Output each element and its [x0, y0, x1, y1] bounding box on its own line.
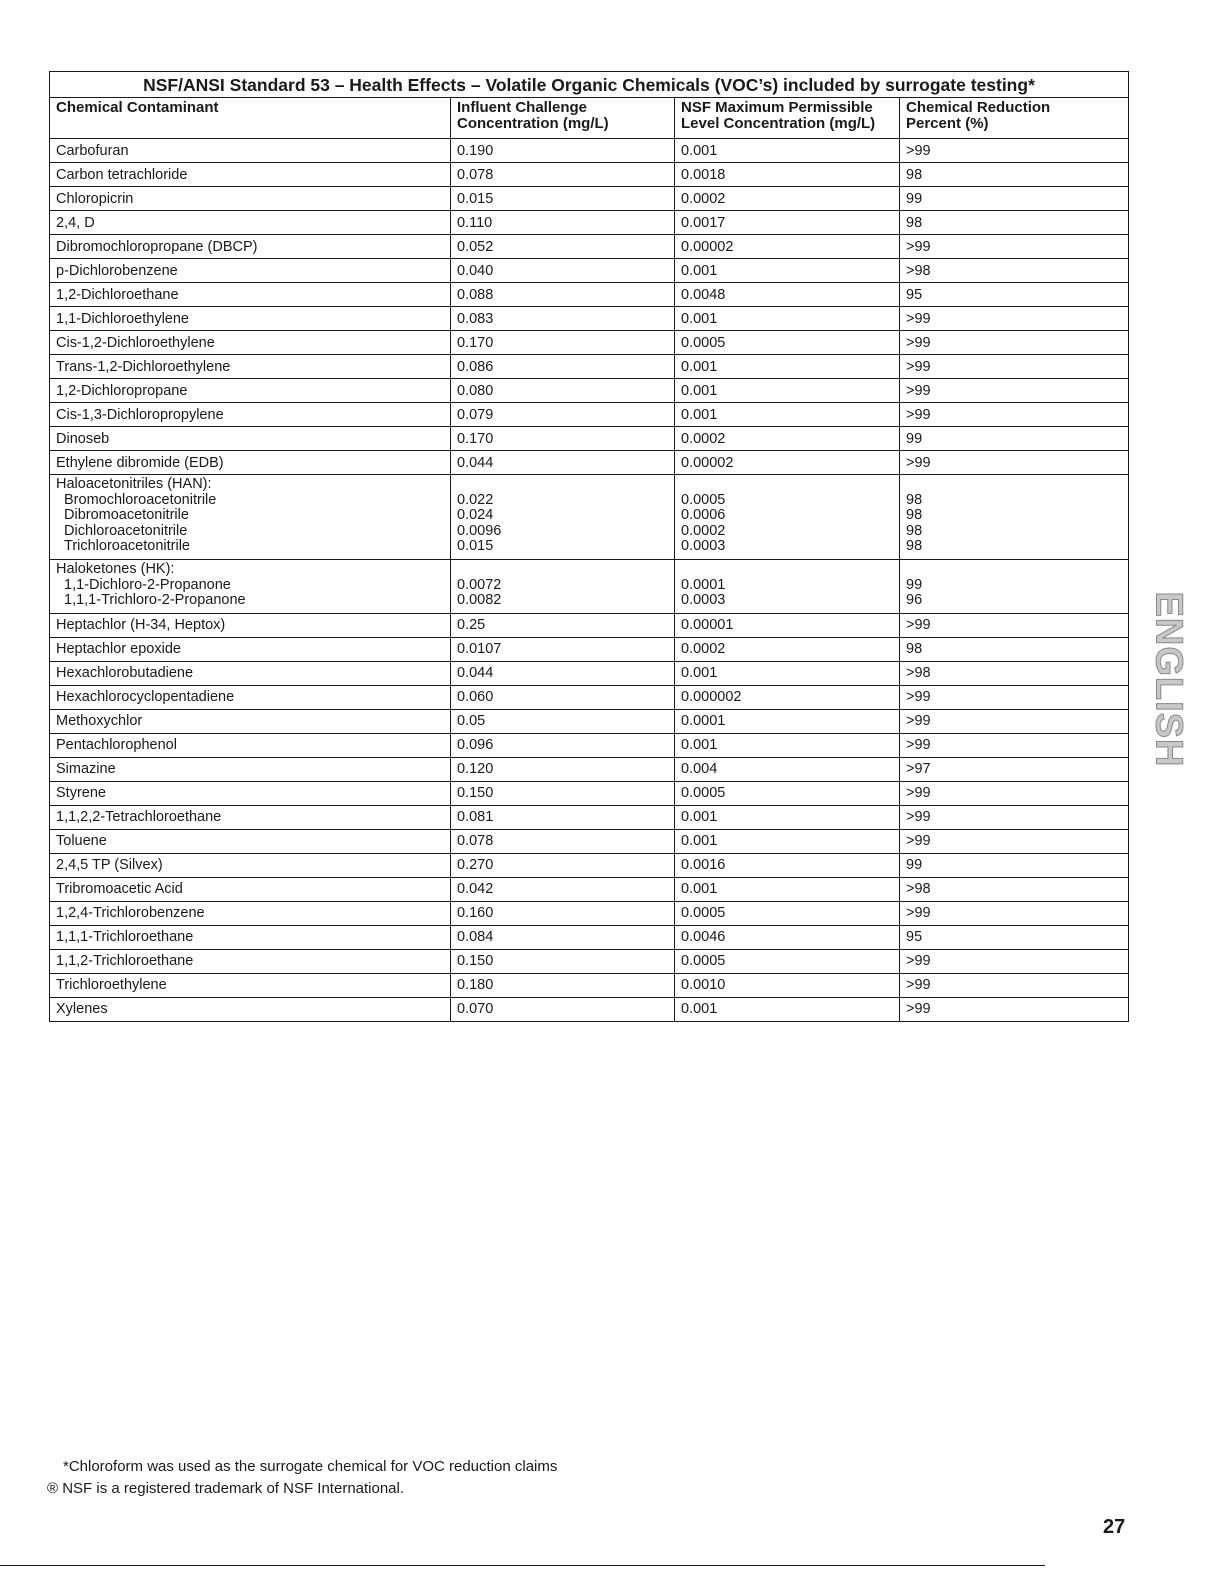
- sub-value: 0.0003: [681, 592, 726, 609]
- contaminant-cell: Xylenes: [50, 997, 451, 1021]
- sub-contaminant: Dibromoacetonitrile: [64, 507, 189, 524]
- table-row: [50, 757, 1129, 781]
- reduction-cell: >99: [900, 829, 1129, 853]
- influent-cell: 0.150: [451, 781, 675, 805]
- influent-cell: 0.015: [451, 187, 675, 211]
- max-level-cell: 0.0002: [675, 427, 900, 451]
- influent-cell: [451, 475, 675, 560]
- max-level-cell: 0.00001: [675, 613, 900, 637]
- table-row-group: [50, 559, 1129, 613]
- table-row: [50, 139, 1129, 163]
- blank-line: [906, 562, 1122, 578]
- column-header-line: Level Concentration (mg/L): [681, 114, 876, 132]
- contaminant-cell: Dinoseb: [50, 427, 451, 451]
- table-row: [50, 709, 1129, 733]
- sub-value: 0.0005: [681, 491, 726, 508]
- reduction-cell: >99: [900, 973, 1129, 997]
- sub-value: 0.015: [457, 538, 494, 555]
- contaminant-cell: Heptachlor epoxide: [50, 637, 451, 661]
- table-row: [50, 211, 1129, 235]
- reduction-cell: 99: [900, 427, 1129, 451]
- influent-cell: 0.080: [451, 379, 675, 403]
- influent-cell: 0.05: [451, 709, 675, 733]
- column-header: [451, 98, 675, 139]
- contaminant-cell: Trichloroethylene: [50, 973, 451, 997]
- influent-cell: 0.052: [451, 235, 675, 259]
- contaminant-cell: p-Dichlorobenzene: [50, 259, 451, 283]
- contaminant-cell: Styrene: [50, 781, 451, 805]
- max-level-cell: [675, 559, 900, 613]
- influent-cell: 0.078: [451, 163, 675, 187]
- reduction-cell: >99: [900, 139, 1129, 163]
- contaminant-cell: [50, 559, 451, 613]
- influent-cell: 0.079: [451, 403, 675, 427]
- column-header-line: Chemical Contaminant: [56, 99, 219, 116]
- sub-value: 0.024: [457, 507, 494, 524]
- table-row: [50, 307, 1129, 331]
- table-row: [50, 781, 1129, 805]
- reduction-cell: >99: [900, 379, 1129, 403]
- table-row: [50, 805, 1129, 829]
- max-level-cell: 0.00002: [675, 451, 900, 475]
- contaminant-cell: Hexachlorocyclopentadiene: [50, 685, 451, 709]
- blank-line: [681, 562, 893, 578]
- influent-cell: 0.078: [451, 829, 675, 853]
- influent-cell: [451, 559, 675, 613]
- column-header: [900, 98, 1129, 139]
- contaminant-cell: 1,2-Dichloroethane: [50, 283, 451, 307]
- table-body: [50, 139, 1129, 1022]
- influent-cell: 0.084: [451, 925, 675, 949]
- column-header-line: Concentration (mg/L): [457, 114, 609, 132]
- table-row: [50, 163, 1129, 187]
- blank-line: [457, 562, 668, 578]
- contaminant-cell: Carbon tetrachloride: [50, 163, 451, 187]
- contaminant-cell: Trans-1,2-Dichloroethylene: [50, 355, 451, 379]
- influent-cell: 0.044: [451, 451, 675, 475]
- sub-value: 0.0002: [681, 522, 726, 539]
- max-level-cell: 0.00002: [675, 235, 900, 259]
- sub-value: 0.0006: [681, 507, 726, 524]
- reduction-cell: >99: [900, 733, 1129, 757]
- max-level-cell: 0.001: [675, 403, 900, 427]
- reduction-cell: >99: [900, 307, 1129, 331]
- max-level-cell: 0.001: [675, 877, 900, 901]
- influent-cell: 0.096: [451, 733, 675, 757]
- influent-cell: 0.170: [451, 427, 675, 451]
- contaminant-cell: 2,4, D: [50, 211, 451, 235]
- reduction-cell: >98: [900, 661, 1129, 685]
- max-level-cell: 0.0005: [675, 781, 900, 805]
- sub-contaminant: Trichloroacetonitrile: [64, 538, 190, 555]
- max-level-cell: 0.001: [675, 829, 900, 853]
- sub-value: 98: [906, 491, 923, 508]
- table-row-group: [50, 475, 1129, 560]
- reduction-cell: 95: [900, 283, 1129, 307]
- table-row: [50, 685, 1129, 709]
- table-row: [50, 829, 1129, 853]
- reduction-cell: 98: [900, 163, 1129, 187]
- group-name: Haloketones (HK):: [56, 560, 175, 577]
- influent-cell: 0.088: [451, 283, 675, 307]
- sub-contaminant: Bromochloroacetonitrile: [64, 491, 217, 508]
- max-level-cell: 0.0018: [675, 163, 900, 187]
- influent-cell: 0.0107: [451, 637, 675, 661]
- reduction-cell: >99: [900, 997, 1129, 1021]
- trademark-footnote: ® NSF is a registered trademark of NSF International.: [47, 1480, 405, 1497]
- contaminant-cell: Toluene: [50, 829, 451, 853]
- max-level-cell: 0.0016: [675, 853, 900, 877]
- max-level-cell: [675, 475, 900, 560]
- table-row: [50, 925, 1129, 949]
- sub-value: 0.022: [457, 491, 494, 508]
- max-level-cell: 0.0005: [675, 901, 900, 925]
- reduction-cell: 99: [900, 853, 1129, 877]
- blank-line: [457, 477, 668, 493]
- column-header-line: Chemical Reduction: [906, 99, 1051, 116]
- table-row: [50, 973, 1129, 997]
- sub-value: 98: [906, 538, 923, 555]
- contaminant-cell: 1,2-Dichloropropane: [50, 379, 451, 403]
- max-level-cell: 0.0046: [675, 925, 900, 949]
- max-level-cell: 0.0005: [675, 331, 900, 355]
- blank-line: [906, 477, 1122, 493]
- table-row: [50, 733, 1129, 757]
- max-level-cell: 0.0048: [675, 283, 900, 307]
- reduction-cell: 99: [900, 187, 1129, 211]
- contaminant-cell: 1,2,4-Trichlorobenzene: [50, 901, 451, 925]
- influent-cell: 0.180: [451, 973, 675, 997]
- contaminant-cell: Hexachlorobutadiene: [50, 661, 451, 685]
- influent-cell: 0.044: [451, 661, 675, 685]
- table-row: [50, 187, 1129, 211]
- contaminant-cell: Cis-1,2-Dichloroethylene: [50, 331, 451, 355]
- table-row: [50, 427, 1129, 451]
- contaminant-cell: Carbofuran: [50, 139, 451, 163]
- column-header-line: Influent Challenge: [457, 99, 588, 116]
- reduction-cell: >99: [900, 331, 1129, 355]
- contaminant-cell: 2,4,5 TP (Silvex): [50, 853, 451, 877]
- page-number: 27: [1103, 1516, 1126, 1538]
- influent-cell: 0.081: [451, 805, 675, 829]
- reduction-cell: >99: [900, 355, 1129, 379]
- max-level-cell: 0.001: [675, 733, 900, 757]
- table-row: [50, 235, 1129, 259]
- contaminant-cell: Methoxychlor: [50, 709, 451, 733]
- table-row: [50, 997, 1129, 1021]
- max-level-cell: 0.000002: [675, 685, 900, 709]
- sub-value: 0.0072: [457, 576, 502, 593]
- reduction-cell: >99: [900, 235, 1129, 259]
- bottom-rule: [0, 1565, 1045, 1566]
- contaminant-cell: Pentachlorophenol: [50, 733, 451, 757]
- reduction-cell: >99: [900, 613, 1129, 637]
- table-row: [50, 877, 1129, 901]
- reduction-cell: >99: [900, 805, 1129, 829]
- max-level-cell: 0.004: [675, 757, 900, 781]
- sub-value: 99: [906, 576, 923, 593]
- reduction-cell: >99: [900, 901, 1129, 925]
- sub-value: 98: [906, 507, 923, 524]
- influent-cell: 0.190: [451, 139, 675, 163]
- table-row: [50, 403, 1129, 427]
- influent-cell: 0.150: [451, 949, 675, 973]
- max-level-cell: 0.001: [675, 805, 900, 829]
- max-level-cell: 0.0005: [675, 949, 900, 973]
- sub-value: 96: [906, 592, 923, 609]
- contaminant-cell: Dibromochloropropane (DBCP): [50, 235, 451, 259]
- max-level-cell: 0.001: [675, 307, 900, 331]
- contaminant-cell: Chloropicrin: [50, 187, 451, 211]
- influent-cell: 0.25: [451, 613, 675, 637]
- table-row: [50, 259, 1129, 283]
- reduction-cell: [900, 559, 1129, 613]
- max-level-cell: 0.0017: [675, 211, 900, 235]
- max-level-cell: 0.001: [675, 355, 900, 379]
- max-level-cell: 0.001: [675, 139, 900, 163]
- contaminant-cell: Ethylene dibromide (EDB): [50, 451, 451, 475]
- reduction-cell: >98: [900, 259, 1129, 283]
- language-side-tab: [1147, 567, 1190, 791]
- influent-cell: 0.270: [451, 853, 675, 877]
- reduction-cell: >99: [900, 709, 1129, 733]
- max-level-cell: 0.0001: [675, 709, 900, 733]
- table-row: [50, 451, 1129, 475]
- influent-cell: 0.160: [451, 901, 675, 925]
- reduction-cell: 95: [900, 925, 1129, 949]
- influent-cell: 0.042: [451, 877, 675, 901]
- influent-cell: 0.086: [451, 355, 675, 379]
- sub-value: 0.0082: [457, 592, 502, 609]
- blank-line: [681, 477, 893, 493]
- contaminant-cell: 1,1,2,2-Tetrachloroethane: [50, 805, 451, 829]
- side-tab-label: ENGLISH: [1147, 591, 1190, 767]
- contaminant-cell: 1,1-Dichloroethylene: [50, 307, 451, 331]
- max-level-cell: 0.001: [675, 379, 900, 403]
- table-title: NSF/ANSI Standard 53 – Health Effects – Volatile Organic Chemicals (VOC’s) included by surrogate testing*: [50, 72, 1129, 98]
- surrogate-footnote: *Chloroform was used as the surrogate chemical for VOC reduction claims: [63, 1458, 558, 1475]
- contaminant-cell: Tribromoacetic Acid: [50, 877, 451, 901]
- group-name: Haloacetonitriles (HAN):: [56, 476, 212, 492]
- reduction-cell: >99: [900, 685, 1129, 709]
- reduction-cell: >99: [900, 781, 1129, 805]
- contaminant-cell: Cis-1,3-Dichloropropylene: [50, 403, 451, 427]
- column-header: [675, 98, 900, 139]
- sub-value: 0.0003: [681, 538, 726, 555]
- max-level-cell: 0.001: [675, 997, 900, 1021]
- reduction-cell: 98: [900, 637, 1129, 661]
- max-level-cell: 0.001: [675, 259, 900, 283]
- influent-cell: 0.083: [451, 307, 675, 331]
- column-header-line: Percent (%): [906, 114, 989, 132]
- contaminant-cell: 1,1,2-Trichloroethane: [50, 949, 451, 973]
- sub-value: 98: [906, 522, 923, 539]
- table-row: [50, 355, 1129, 379]
- reduction-cell: >97: [900, 757, 1129, 781]
- influent-cell: 0.120: [451, 757, 675, 781]
- influent-cell: 0.110: [451, 211, 675, 235]
- table-row: [50, 853, 1129, 877]
- influent-cell: 0.170: [451, 331, 675, 355]
- sub-value: 0.0096: [457, 522, 502, 539]
- contaminant-cell: Simazine: [50, 757, 451, 781]
- influent-cell: 0.040: [451, 259, 675, 283]
- sub-value: 0.0001: [681, 576, 726, 593]
- reduction-cell: 98: [900, 211, 1129, 235]
- max-level-cell: 0.0002: [675, 637, 900, 661]
- sub-contaminant: Dichloroacetonitrile: [64, 522, 188, 539]
- sub-contaminant: 1,1-Dichloro-2-Propanone: [64, 576, 231, 593]
- max-level-cell: 0.0002: [675, 187, 900, 211]
- table-row: [50, 331, 1129, 355]
- column-header-row: [50, 98, 1129, 139]
- table-row: [50, 613, 1129, 637]
- table-row: [50, 949, 1129, 973]
- influent-cell: 0.060: [451, 685, 675, 709]
- table-row: [50, 661, 1129, 685]
- table-row: [50, 637, 1129, 661]
- table-row: [50, 283, 1129, 307]
- column-header-line: NSF Maximum Permissible: [681, 99, 873, 116]
- column-header: [50, 98, 451, 139]
- max-level-cell: 0.0010: [675, 973, 900, 997]
- reduction-cell: [900, 475, 1129, 560]
- influent-cell: 0.070: [451, 997, 675, 1021]
- max-level-cell: 0.001: [675, 661, 900, 685]
- contaminant-cell: 1,1,1-Trichloroethane: [50, 925, 451, 949]
- sub-contaminant: 1,1,1-Trichloro-2-Propanone: [64, 592, 246, 609]
- voc-reduction-table: [49, 71, 1129, 1022]
- contaminant-cell: [50, 475, 451, 560]
- reduction-cell: >99: [900, 949, 1129, 973]
- table-row: [50, 901, 1129, 925]
- reduction-cell: >99: [900, 451, 1129, 475]
- table-row: [50, 379, 1129, 403]
- contaminant-cell: Heptachlor (H-34, Heptox): [50, 613, 451, 637]
- reduction-cell: >99: [900, 403, 1129, 427]
- reduction-cell: >98: [900, 877, 1129, 901]
